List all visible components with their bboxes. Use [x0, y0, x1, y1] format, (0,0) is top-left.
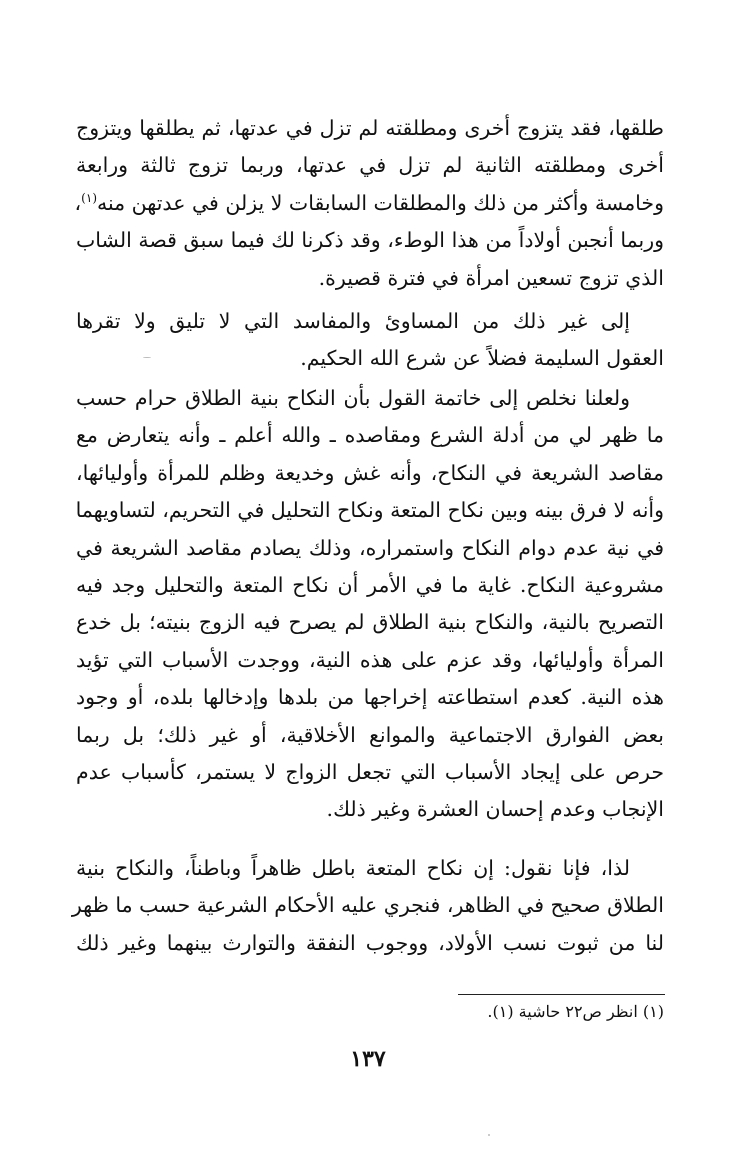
text-line: مشروعية النكاح. غاية ما في الأمر أن نكاح المتعة والتحليل وجد فيه: [76, 573, 664, 598]
text-line: الذي تزوج تسعين امرأة في فترة قصيرة.: [318, 265, 664, 290]
footnote-reference[interactable]: (١): [81, 190, 97, 205]
text-line: المرأة وأوليائها، وقد عزم على هذه النية، ووجدت الأسباب التي تؤيد: [76, 647, 664, 672]
paragraph-4: [71, 850, 664, 962]
footnote-text: انظر ص٢٢ حاشية (١).: [487, 1002, 638, 1021]
text-line-with-footnote: [76, 185, 664, 222]
text-line: لنا من ثبوت نسب الأولاد، ووجوب النفقة والتوارث بينهما وغير ذلك: [76, 930, 664, 955]
text-line: طلقها، فقد يتزوج أخرى ومطلقته لم تزل في عدتها، ثم يطلقها ويتزوج: [76, 116, 664, 140]
text-line: التصريح بالنية، والنكاح بنية الطلاق لم يصرح فيه الزوج بنيته؛ بل خدع: [76, 610, 664, 635]
text-line: الإنجاب وعدم إحسان العشرة وغير ذلك.: [326, 797, 664, 822]
paragraph-2: [76, 303, 664, 378]
text-line: حرص على إيجاد الأسباب التي تجعل الزواج لا يستمر، كأسباب عدم: [76, 760, 664, 785]
text-line: ولعلنا نخلص إلى خاتمة القول بأن النكاح بنية الطلاق حرام حسب: [76, 386, 630, 410]
text-line: إلى غير ذلك من المساوئ والمفاسد التي لا تليق ولا تقرها: [76, 309, 630, 333]
text-line: لذا، فإنا نقول: إن نكاح المتعة باطل ظاهراً وباطناً، والنكاح بنية: [76, 856, 630, 880]
text-line: في نية عدم دوام النكاح واستمراره، وذلك يصادم مقاصد الشريعة في: [76, 535, 664, 560]
text-line: الطلاق صحيح في الظاهر، فنجري عليه الأحكام الشرعية حسب ما ظهر: [71, 893, 664, 918]
footnote-divider: [458, 994, 665, 995]
text-line: ما ظهر لي من أدلة الشرع ومقاصده ـ والله أعلم ـ وأنه يتعارض مع: [76, 423, 664, 448]
paragraph-1: [76, 110, 664, 297]
text-line: وأنه لا فرق بينه وبين نكاح المتعة ونكاح التحليل في التحريم، لتساويهما: [75, 498, 664, 523]
page-number: ١٣٧: [350, 1046, 386, 1072]
footnote: [487, 1000, 664, 1024]
footnote-marker: (١): [642, 1002, 664, 1021]
text-line: العقول السليمة فضلاً عن شرع الله الحكيم.: [300, 346, 664, 371]
text-line: بعض الفوارق الاجتماعية والموانع الأخلاقية، أو غير ذلك؛ بل ربما: [76, 722, 664, 747]
text-line: مقاصد الشريعة في النكاح، وأنه غش وخديعة وظلم للمرأة وأوليائها،: [76, 460, 664, 485]
scan-speck: [488, 1134, 490, 1136]
text-segment: وخامسة وأكثر من ذلك والمطلقات السابقات لا يزلن في عدتهن منه: [97, 190, 664, 215]
paragraph-3: [76, 380, 664, 829]
text-line: أخرى ومطلقته الثانية لم تزل في عدتها، وربما تزوج ثالثة ورابعة: [76, 153, 665, 178]
text-line: هذه النية. كعدم استطاعته إخراجها من بلدها وإدخالها بلده، أو وجود: [76, 685, 664, 710]
scan-speck: [143, 357, 151, 358]
text-segment: ،: [74, 190, 82, 215]
text-line: وربما أنجبن أولاداً من هذا الوطء، وقد ذكرنا لك فيما سبق قصة الشاب: [76, 228, 664, 253]
